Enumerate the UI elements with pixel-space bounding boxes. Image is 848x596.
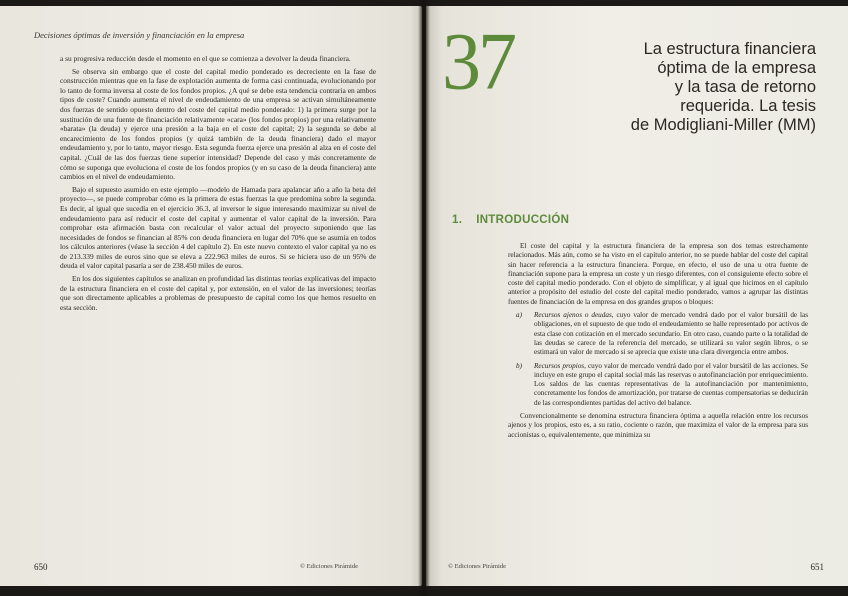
publisher-footer-left: © Ediciones Pirámide <box>300 563 359 570</box>
page-number-left: 650 <box>34 562 48 572</box>
page-number-right: 651 <box>810 562 824 572</box>
left-page <box>0 6 422 586</box>
publisher-footer-right: © Ediciones Pirámide <box>448 563 507 570</box>
intro-paragraph: El coste del capital y la estructura financiera de la empresa son dos temas estrechamente relacionados. Más aún, como se ha visto en el capítulo anterior, no se puede hablar del coste del capital sin hacer referencia a la estructura financiera. Porque, en efecto, el uso de una u otra fuente de financiación supone para la empresa un coste y un riesgo diferentes, con el consiguiente efecto sobre el coste del capital medio ponderado. Con el objeto de simplificar, y al igual que hicimos en el capítulo anterior a propósito del estudio del coste del capital medio ponderado, vamos a agrupar las distintas fuentes de financiación de la empresa en dos grandes grupos o bloques: <box>508 242 808 306</box>
chapter-title-line: requerida. La tesis <box>680 97 816 115</box>
section-title: INTRODUCCIÓN <box>476 214 570 226</box>
chapter-title-line: La estructura financiera <box>643 40 816 58</box>
list-item <box>508 311 808 357</box>
list-marker: b) <box>516 361 522 370</box>
chapter-title-line: óptima de la empresa <box>657 59 816 77</box>
chapter-title <box>556 40 816 135</box>
left-page-body <box>60 54 376 315</box>
list-text <box>534 311 808 357</box>
right-page-body <box>508 242 808 444</box>
list-text <box>534 362 808 408</box>
paragraph: a su progresiva reducción desde el momento en el que se comienza a devolver la deuda financiera. <box>60 54 351 63</box>
section-number: 1. <box>452 214 463 226</box>
book-gutter <box>418 0 430 596</box>
list-description: cuyo valor de mercado vendrá dado por el valor bursátil de las acciones. Se incluye en este grupo el capital social más las reservas o autofinanciación por enriquecimiento. Los saldos de las cuentas representativas de la autofinanciación por mantenimiento, concretamente los fondos de amortización, por tratarse de cuentas compensatorias se deducirán de las correspondientes partidas del activo del balance. <box>534 361 808 407</box>
paragraph: En los dos siguientes capítulos se analizan en profundidad las distintas teorías explicativas del impacto de la estructura financiera en el coste del capital y, por extensión, en el valor de las inversiones; teorías que son directamente aplicables a problemas de presupuesto de capital como los que hemos resuelto en esta sección. <box>60 274 376 312</box>
list-term: Recursos ajenos o deudas, <box>534 311 614 320</box>
right-page <box>426 6 848 586</box>
list-term: Recursos propios, <box>534 361 586 370</box>
paragraph: Se observa sin embargo que el coste del capital medio ponderado es decreciente en la fase de construcción mientras que en la fase de explotación aumenta de forma casi continuada, evolucionando por lo tanto de forma inversa al coste de los fondos propios. ¿A qué se debe esta tendencia contraria en ambos tipos de coste? Cuando aumenta el nivel de endeudamiento de una empresa se activan simultáneamente dos fuerzas de sentido opuesto dentro del coste del capital medio ponderado: 1) la primera surge por la sustitución de una fuente de financiación relativamente «cara» (los fondos propios) por una relativamente «barata» (la deuda) y ejerce una presión a la baja en el coste del capital; 2) la segunda se debe al encarecimiento de los fondos propios (y quizá también de la deuda financiera) dado el mayor endeudamiento y, por lo tanto, mayor riesgo. Esta segunda fuerza ejerce una presión al alza en el coste del capital. ¿Cuál de las dos fuerzas tiene superior intensidad? Depende del caso y más concretamente de cómo se suponga que evoluciona el coste de los fondos propios (y en su caso de la deuda financiera) ante cambios en el nivel de endeudamiento. <box>60 66 376 182</box>
list-item <box>508 362 808 408</box>
chapter-title-line: y la tasa de retorno <box>674 78 816 96</box>
list-description: cuyo valor de mercado vendrá dado por el valor bursátil de las obligaciones, en el supuesto de que todo el endeudamiento se halle representado por activos de esta clase con cotización en el mercado secundario. En otro caso, cuando parte o la totalidad de las deudas se carece de la referencia del mercado, se utilizará su valor según libros, o se estimará un valor de mercado si se aprecia que existe una clara divergencia entre ambos. <box>534 311 808 357</box>
section-heading <box>452 214 569 226</box>
paragraph: Bajo el supuesto asumido en este ejemplo —modelo de Hamada para apalancar año a año la beta del proyecto—, se puede comprobar cómo es la primera de estas fuerzas la que predomina sobre la segunda. Es decir, al igual que sucedía en el ejercicio 36.3, al inversor le sigue interesando maximizar su nivel de endeudamiento para así reducir el coste del capital y aumentar el valor capital de la inversión. Para comprobar esta afirmación basta con recalcular el valor actual del proyecto suponiendo que las necesidades de fondos se financian al 85% con deuda financiera en lugar del 70% que se asumía en todos los cálculos anteriores (véase la sección 4 del capítulo 2). En este nuevo contexto el valor capital ya no es de 213.339 miles de euros sino que se eleva a 222.963 miles de euros. Si se hiciera uso de un 95% de deuda el valor capital pasaría a ser de 238.450 miles de euros. <box>60 184 376 271</box>
list-marker: a) <box>516 311 522 320</box>
chapter-number: 37 <box>442 14 514 107</box>
closing-paragraph: Convencionalmente se denomina estructura financiera óptima a aquella relación entre los recursos ajenos y los propios, esto es, a su ratio, cociente o razón, que maximiza el valor de la empresa para sus accionistas o, equivalentemente, que minimiza su <box>508 412 808 439</box>
running-head: Decisiones óptimas de inversión y financiación en la empresa <box>34 30 245 40</box>
chapter-title-line: de Modigliani-Miller (MM) <box>630 116 816 134</box>
